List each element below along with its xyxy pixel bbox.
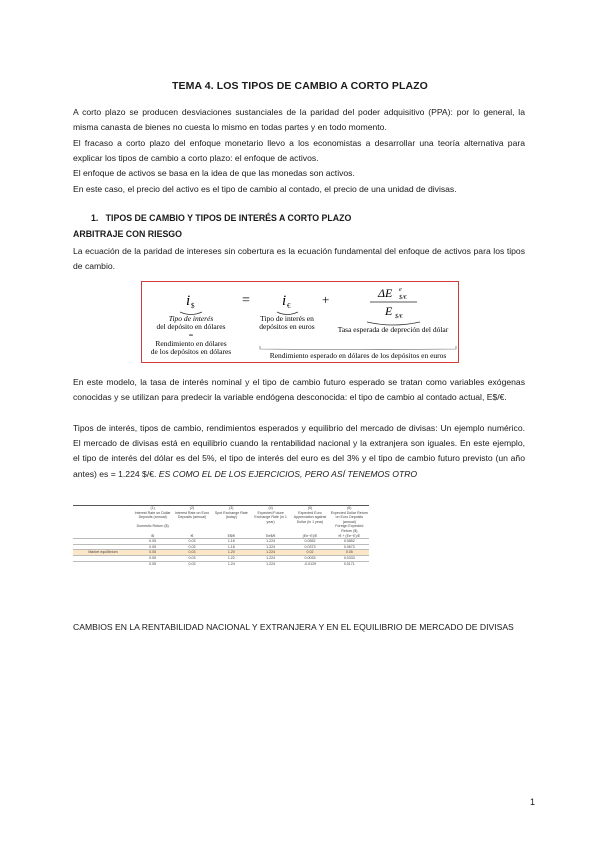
formula-rhs1-label2: depósitos en euros <box>259 322 315 331</box>
table-cell: 1.16 <box>212 539 251 545</box>
table-col-number: (2) <box>189 506 195 510</box>
intro-paragraph-4: En este caso, el precio del activo es el tipo de cambio al contado, el precio de una unidad de divisas. <box>73 184 457 194</box>
table-col-number: (4) <box>268 506 273 510</box>
formula-lhs-label3: Rendimiento en dólares <box>155 339 227 348</box>
formula-num-sub: $/€ <box>399 295 407 301</box>
table-col-number: (5) <box>307 506 313 510</box>
table-cell: 1.22 <box>212 555 251 561</box>
formula-rhs2-label: Tasa esperada de depreción del dólar <box>337 325 449 334</box>
table-cell: 0.0033 <box>290 555 329 561</box>
table-cell: -0.0129 <box>290 561 329 566</box>
table-col-header: Interest Rate on Dollar Deposits (annual) <box>134 510 171 520</box>
table-cell: 0.05 <box>330 550 369 556</box>
formula-equals: = <box>242 293 250 308</box>
table-cell: 1.224 <box>251 544 290 550</box>
table-col-header: Spot Exchange Rate (today) <box>214 510 248 520</box>
table-cell: 0.0552 <box>290 539 329 545</box>
table-cell: 0.03 <box>172 539 211 545</box>
table-row <box>73 561 369 566</box>
table-cell: 0.0673 <box>330 544 369 550</box>
table-equilibrium-label: Market equilibrium <box>73 550 133 556</box>
table-col-number: (6) <box>347 506 352 510</box>
subheading-arbitraje: ARBITRAJE CON RIESGO <box>73 229 182 239</box>
formula-lhs-equals: = <box>188 331 194 340</box>
formula-num-sup: e <box>399 287 402 293</box>
table-col-number: (3) <box>229 506 234 510</box>
formula-lhs-label4: de los depósitos en dólares <box>150 347 232 356</box>
formula-lhs-label1: Tipo de interés <box>168 314 214 323</box>
table-symbol: E$/€ <box>227 533 236 538</box>
section2-paragraph-2-text: Tipos de interés, tipos de cambio, rendimientos esperados y equilibrio del mercado de divisas: Un ejemplo numérico. El mercado de divisas está en equilibrio cuando la rentabilidad nacional y la extranjera son iguales. En este ejemplo, el tipo de interés del dólar es del 5%, el tipo de interés del euro es del 3% y el tipo de cambio futuro previsto (un año antes) es = 1.224 $/€. <box>73 423 525 479</box>
table-col-header: Expected Dollar Return on Euro Deposits (annual) <box>330 510 368 524</box>
formula-den-symbol: E <box>385 304 393 318</box>
section2-paragraph-1: En este modelo, la tasa de interés nominal y el tipo de cambio futuro esperado se tratan como variables exógenas conocidas y se utilizan para predecir la variable endógena desconocida: el tipo de cambio al contado actual, E$/€. <box>73 377 525 403</box>
table-cell: 0.05 <box>133 539 172 545</box>
section-heading-3: CAMBIOS EN LA RENTABILIDAD NACIONAL Y EXTRANJERA Y EN EL EQUILIBRIO DE MERCADO DE DIVISAS <box>73 622 514 632</box>
table-cell: 0.03 <box>172 555 211 561</box>
section2-paragraph-2 <box>73 421 525 482</box>
table-cell: 1.224 <box>251 561 290 566</box>
intro-paragraph-2: El fracaso a corto plazo del enfoque monetario llevo a los economistas a desarrollar una teoría alternativa para explicar los tipos de cambio a corto plazo: el enfoque de activos. <box>73 138 525 164</box>
section1-paragraph: La ecuación de la paridad de intereses sin cobertura es la ecuación fundamental del enfoque de activos para los tipos de cambio. <box>73 246 525 272</box>
formula-den-sub: $/€ <box>395 314 403 320</box>
formula-lhs-label2: del depósito en dólares <box>156 322 226 331</box>
uip-formula <box>141 281 459 363</box>
table-foreign-note: Foreign Expected Return ($) <box>335 524 364 533</box>
formula-plus: + <box>322 292 330 307</box>
table-cell: 1.224 <box>251 539 290 545</box>
formula-bottom-brace <box>260 346 456 350</box>
table-cell: 0.05 <box>133 555 172 561</box>
formula-lhs-symbol: i <box>186 293 191 309</box>
table-cell: 0.0373 <box>290 544 329 550</box>
table-cell: 1.18 <box>212 544 251 550</box>
page-number: 1 <box>529 797 535 807</box>
table-cell: 0.05 <box>133 561 172 566</box>
table-cell: 0.05 <box>133 544 172 550</box>
table-cell: 0.0171 <box>330 561 369 566</box>
exchange-rate-table <box>73 505 369 606</box>
section-heading-1: 1. TIPOS DE CAMBIO Y TIPOS DE INTERÉS A CORTO PLAZO <box>91 213 352 223</box>
table-cell: 0.0333 <box>330 555 369 561</box>
table-cell: 0.03 <box>172 550 211 556</box>
formula-num-symbol: ΔE <box>378 286 393 300</box>
table-cell: 1.224 <box>251 550 290 556</box>
formula-rhs1-symbol: i <box>282 293 287 309</box>
table-cell: 1.224 <box>251 555 290 561</box>
table-cell: 0.03 <box>172 561 211 566</box>
formula-rhs1-sub: € <box>287 302 291 310</box>
table-cell: 0.02 <box>290 550 329 556</box>
formula-lhs-sub: $ <box>191 302 195 310</box>
table-cell: 1.24 <box>212 561 251 566</box>
section2-paragraph-2-emphasis: ES COMO EL DE LOS EJERCICIOS, PERO ASÍ TENEMOS OTRO <box>158 468 418 479</box>
intro-paragraph-1: A corto plazo se producen desviaciones sustanciales de la paridad del poder adquisitivo (PPA): por lo general, la misma canasta de bienes no cuesta lo mismo en todas partes y en todo momento. <box>73 107 525 133</box>
table-symbol: i$ <box>151 533 155 538</box>
table-symbol: i€ <box>190 533 194 538</box>
table-symbol: (Ee−E)/E <box>302 533 318 538</box>
intro-paragraph-3: El enfoque de activos se basa en la idea de que las monedas son activos. <box>73 168 355 178</box>
table-col-header: Expected Future Exchange Rate (in 1 year) <box>254 510 287 524</box>
formula-rhs1-label1: Tipo de interés en <box>260 314 314 323</box>
table-symbol: Ee$/€ <box>265 533 276 538</box>
page-title: TEMA 4. LOS TIPOS DE CAMBIO A CORTO PLAZO <box>172 80 428 92</box>
table-cell: 0.03 <box>172 544 211 550</box>
table-cell: 1.20 <box>212 550 251 556</box>
formula-bottom-label: Rendimiento esperado en dólares de los depósitos en euros <box>269 351 447 360</box>
table-domestic-note: Domestic Return ($) <box>136 524 169 529</box>
table-col-header: Expected Euro Appreciation against Dollar (in 1 year) <box>293 510 327 524</box>
table-cell: 0.05 <box>133 550 172 556</box>
table-cell: 0.0852 <box>330 539 369 545</box>
table-col-number: (1) <box>150 506 155 510</box>
table-col-header: Interest Rate on Euro Deposits (annual) <box>174 510 210 520</box>
table-symbol: i€ + (Ee−E)/E <box>338 533 361 538</box>
